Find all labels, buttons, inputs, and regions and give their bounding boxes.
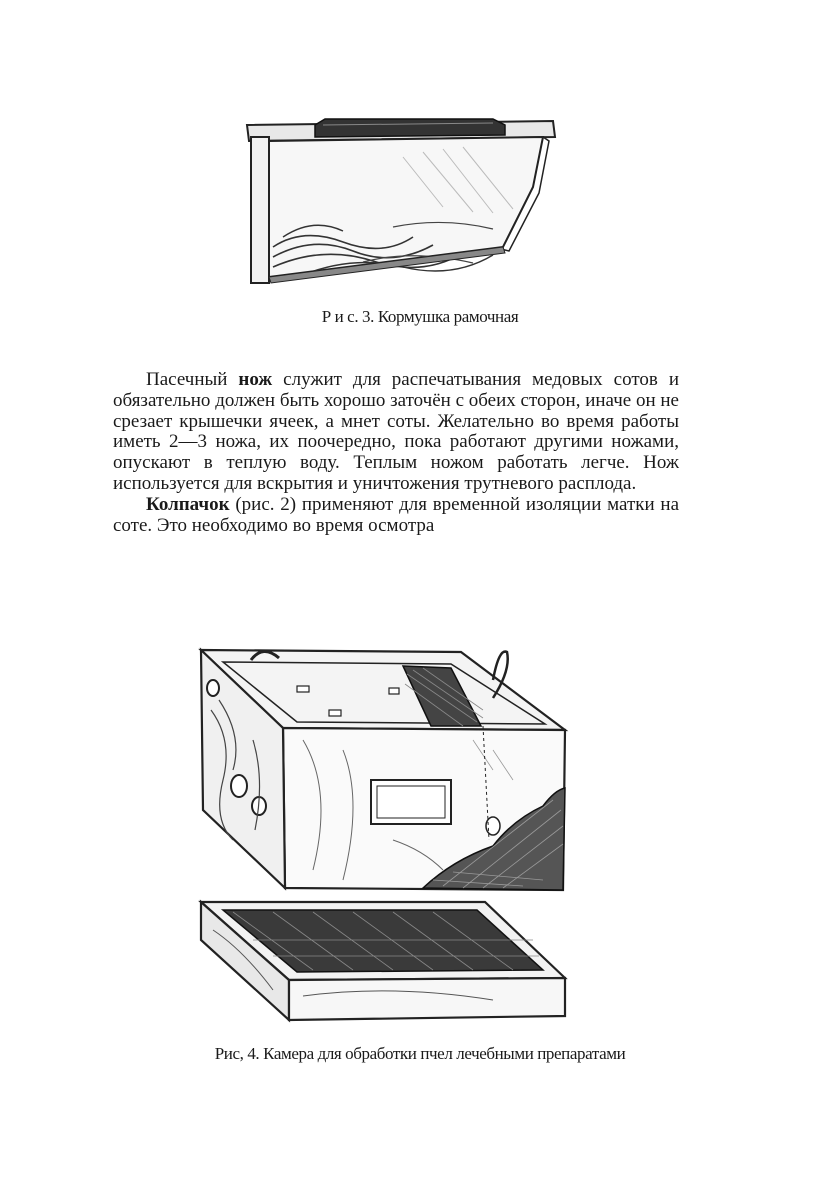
body-text [113, 370, 679, 536]
paragraph-knife-body: служит для распечатывания медовых сотов и обязательно должен быть хорошо заточён с обеих сторон, иначе он не срезает крышечки ячеек, а мнет соты. Желательно во время работы иметь 2—3 ножа, их поочередно, пока работают другими ножами, опускают в теплую воду. Теплым ножом работать легче. Нож используется для вскрытия и уничтожения трутневого расплода. [113, 369, 679, 494]
paragraph-cap [113, 495, 679, 537]
figure-4-caption: Рис, 4. Камера для обработки пчел лечебными препаратами [214, 1044, 626, 1063]
term-knife: нож [238, 369, 273, 390]
paragraph-knife [113, 370, 679, 495]
paragraph-cap-body: (рис. 2) применяют для временной изоляции матки на соте. Это необходимо во время осмотра [113, 493, 680, 536]
paragraph-knife-lead: Пасечный [146, 369, 228, 390]
term-cap: Колпачок [146, 493, 230, 515]
figure-3-caption: Р и с. 3. Кормушка рамочная [321, 307, 519, 326]
figure-3-feeder-illustration [243, 117, 561, 285]
figure-4-chamber-illustration [193, 640, 571, 1024]
